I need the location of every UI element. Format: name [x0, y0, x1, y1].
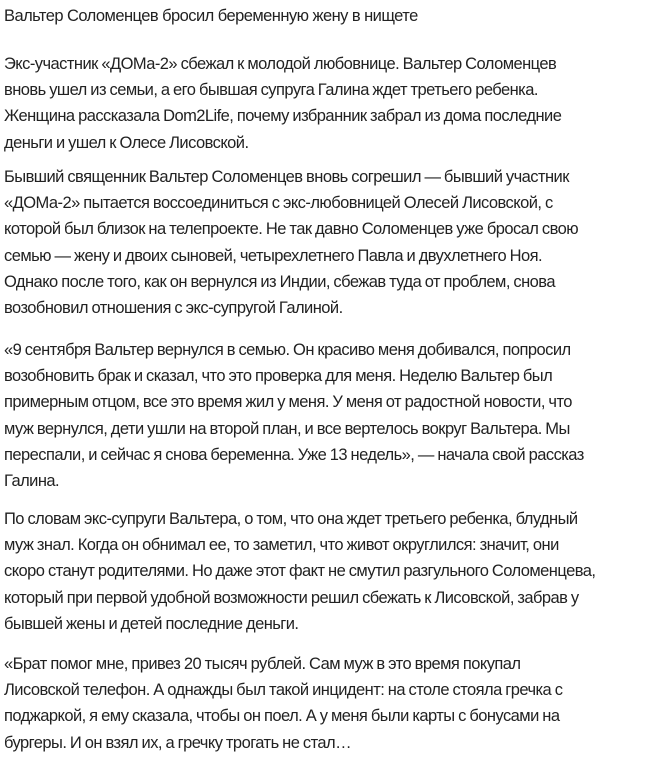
text-line: деньги и ушел к Олесе Лисовской. — [4, 133, 249, 152]
text-line: «9 сентября Вальтер вернулся в семью. Он красиво меня добивался, попросил — [4, 341, 571, 359]
text-line: возобновил отношения с экс-супругой Галиной. — [4, 299, 343, 318]
text-line: семью — жену и двоих сыновей, четырехлетнего Павла и двухлетнего Ноя. — [4, 246, 543, 265]
text-line: По словам экс-супруги Вальтера, о том, что она ждет третьего ребенка, блудный — [4, 510, 578, 528]
text-line: поджаркой, я ему сказала, чтобы он поел. А у меня были карты с бонусами на — [4, 707, 560, 726]
text-line: Бывший священник Вальтер Соломенцев вновь согрешил — бывший участник — [4, 168, 569, 186]
text-line: возобновить брак и сказал, что это проверка для меня. Неделю Вальтер был — [4, 367, 553, 386]
text-line: переспали, и сейчас я снова беременна. Уже 13 недель», — начала свой рассказ — [4, 445, 584, 464]
paragraph-quote-1 — [4, 337, 669, 494]
text-line: Женщина рассказала Dom2Life, почему избранник забрал из дома последние — [4, 107, 562, 126]
paragraph-background — [4, 164, 669, 321]
text-line: который при первой удобной возможности решил сбежать к Лисовской, забрав у — [4, 588, 579, 607]
text-line: примерным отцом, все это время жил у меня. У меня от радостной новости, что — [4, 393, 572, 412]
text-line: Экс-участник «ДОМа-2» сбежал к молодой любовнице. Вальтер Соломенцев — [4, 55, 557, 73]
text-line: Лисовской телефон. А однажды был такой инцидент: на столе стояла гречка с — [4, 681, 563, 700]
text-line: Галина. — [4, 472, 60, 491]
text-line: которой был близок на телепроекте. Не так давно Соломенцев уже бросал свою — [4, 220, 579, 239]
text-line: муж вернулся, дети ушли на второй план, и все вертелось вокруг Вальтера. Мы — [4, 419, 570, 438]
text-line: «ДОМа-2» пытается воссоединиться с экс-любовницей Олесей Лисовской, с — [4, 194, 553, 213]
text-line: вновь ушел из семьи, а его бывшая супруга Галина ждет третьего ребенка. — [4, 81, 538, 100]
paragraph-quote-2 — [4, 651, 669, 756]
article-title-wrap — [4, 0, 669, 28]
paragraph-intro — [4, 51, 669, 156]
text-line: бургеры. И он взял их, а гречку трогать не стал… — [4, 733, 352, 752]
text-line: муж знал. Когда он обнимал ее, то заметил, что живот округлился: значит, они — [4, 536, 559, 555]
text-line: скоро станут родителями. Но даже этот факт не смутил разгульного Соломенцева, — [4, 562, 596, 581]
text-line: «Брат помог мне, привез 20 тысяч рублей. Сам муж в это время покупал — [4, 655, 521, 673]
paragraph-narrative — [4, 506, 669, 637]
text-line: Однако после того, как он вернулся из Индии, сбежав туда от проблем, снова — [4, 272, 555, 291]
article-title: Вальтер Соломенцев бросил беременную жену в нищете — [4, 7, 418, 25]
text-line: бывшей жены и детей последние деньги. — [4, 614, 299, 633]
